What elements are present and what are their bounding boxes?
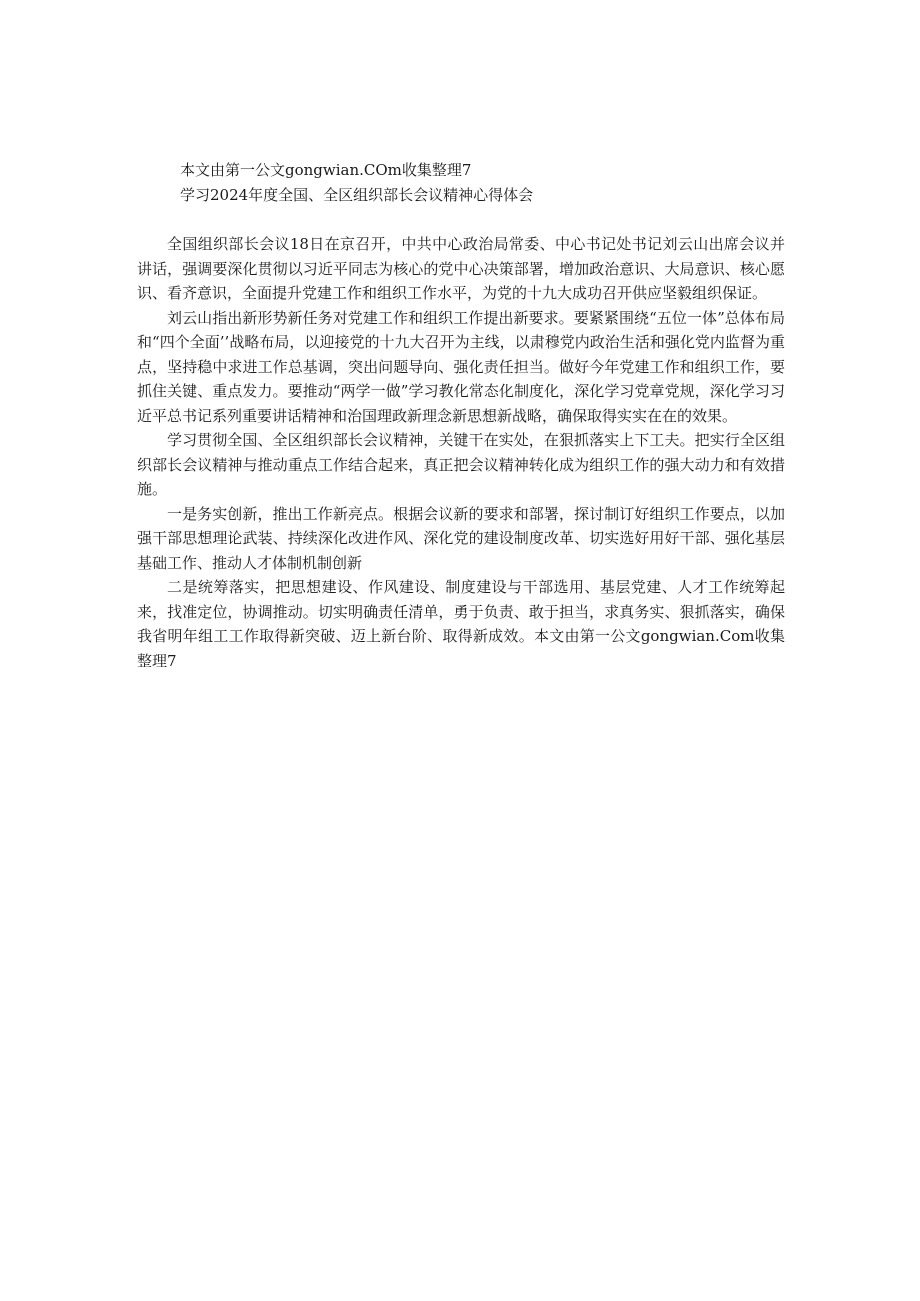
paragraph-5: 二是统筹落实，把思想建设、作风建设、制度建设与干部选用、基层党建、人才工作统筹起来，找准定位，协调推动。切实明确责任清单，勇于负责、敢于担当，求真务实、狠抓落实，确保我省明年组工工作取得新突破、迈上新台阶、取得新成效。本文由第一公文gongwian.Com收集整理7	[137, 578, 785, 670]
paragraph-4: 一是务实创新，推出工作新亮点。根据会议新的要求和部署，探讨制订好组织工作要点，以加强干部思想理论武装、持续深化改进作风、深化党的建设制度改革、切实选好用好干部、强化基层基础工作、推动人才体制机制创新	[137, 504, 785, 572]
document-title: 学习2024年度全国、全区组织部长会议精神心得体会	[180, 186, 534, 204]
document-header	[180, 158, 800, 208]
document-body	[137, 232, 785, 673]
source-note: 本文由第一公文gongwian.COm收集整理7	[180, 161, 472, 179]
paragraph-3: 学习贯彻全国、全区组织部长会议精神，关键干在实处，在狠抓落实上下工夫。把实行全区组织部长会议精神与推动重点工作结合起来，真正把会议精神转化成为组织工作的强大动力和有效措施。	[137, 431, 785, 498]
paragraph-1: 全国组织部长会议18日在京召开，中共中心政治局常委、中心书记处书记刘云山出席会议并讲话，强调要深化贯彻以习近平同志为核心的党中心决策部署，增加政治意识、大局意识、核心愿识、看齐意识，全面提升党建工作和组织工作水平，为党的十九大成功召开供应坚毅组织保证。	[137, 235, 785, 302]
paragraph-2: 刘云山指出新形势新任务对党建工作和组织工作提出新要求。要紧紧围绕“五位一体”总体布局和“四个全面’’战略布局，以迎接党的十九大召开为主线，以肃穆党内政治生活和强化党内监督为重点，坚持稳中求进工作总基调，突出问题导向、强化责任担当。做好今年党建工作和组织工作，要抓住关键、重点发力。要推动“两学一做”学习教化常态化制度化，深化学习党章党规，深化学习习近平总书记系列重要讲话精神和治国理政新理念新思想新战略，确保取得实实在在的效果。	[137, 308, 785, 425]
